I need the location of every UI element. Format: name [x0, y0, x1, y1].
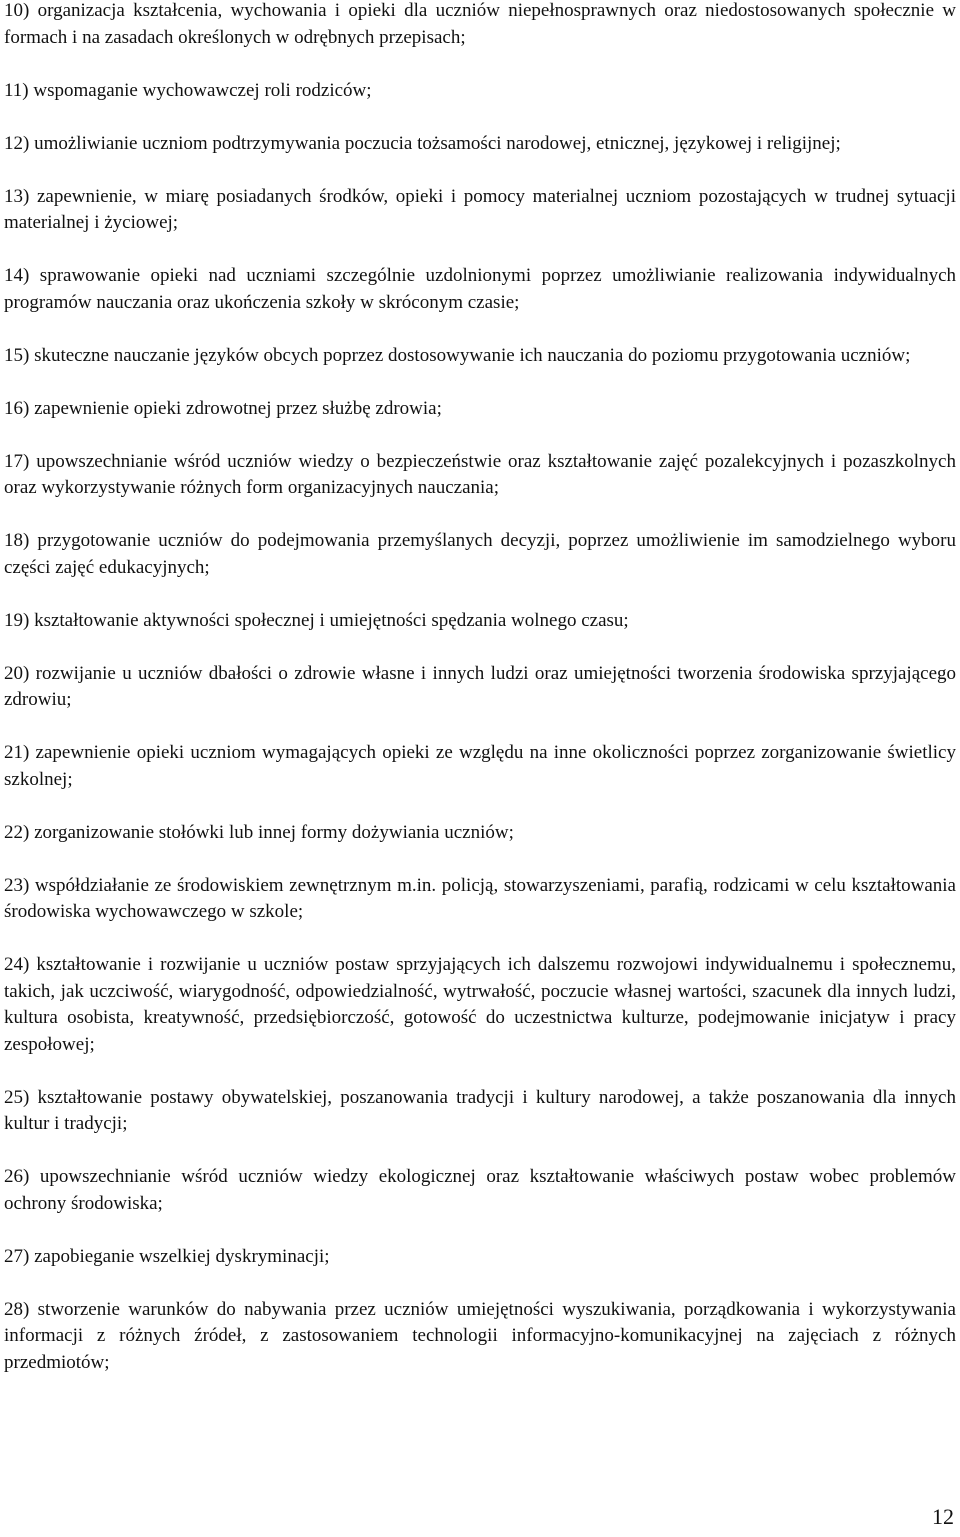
- list-item: 13) zapewnienie, w miarę posiadanych środków, opieki i pomocy materialnej uczniom pozostających w trudnej sytuacji materialnej i życiowej;: [4, 185, 956, 233]
- list-item: 16) zapewnienie opieki zdrowotnej przez służbę zdrowia;: [4, 397, 442, 419]
- list-item: 18) przygotowanie uczniów do podejmowania przemyślanych decyzji, poprzez umożliwienie im samodzielnego wyboru części zajęć edukacyjnych;: [4, 530, 956, 578]
- list-item: 11) wspomaganie wychowawczej roli rodziców;: [4, 79, 372, 101]
- list-item: 14) sprawowanie opieki nad uczniami szczególnie uzdolnionymi poprzez umożliwianie realizowania indywidualnych programów nauczania oraz ukończenia szkoły w skróconym czasie;: [4, 265, 956, 313]
- list-item: 23) współdziałanie ze środowiskiem zewnętrznym m.in. policją, stowarzyszeniami, parafią, rodzicami w celu kształtowania środowiska wychowawczego w szkole;: [4, 874, 956, 922]
- list-item: 10) organizacja kształcenia, wychowania i opieki dla uczniów niepełnosprawnych oraz niedostosowanych społecznie w formach i na zasadach określonych w odrębnych przepisach;: [4, 0, 956, 48]
- list-item: 26) upowszechnianie wśród uczniów wiedzy ekologicznej oraz kształtowanie właściwych postaw wobec problemów ochrony środowiska;: [4, 1166, 956, 1214]
- page-number: 12: [932, 1504, 954, 1529]
- list-item: 20) rozwijanie u uczniów dbałości o zdrowie własne i innych ludzi oraz umiejętności tworzenia środowiska sprzyjającego zdrowiu;: [4, 662, 956, 710]
- list-item: 21) zapewnienie opieki uczniom wymagających opieki ze względu na inne okoliczności poprzez zorganizowanie świetlicy szkolnej;: [4, 742, 956, 790]
- list-item: 15) skuteczne nauczanie języków obcych poprzez dostosowywanie ich nauczania do poziomu przygotowania uczniów;: [4, 344, 911, 366]
- list-item: 19) kształtowanie aktywności społecznej i umiejętności spędzania wolnego czasu;: [4, 609, 629, 631]
- list-item: 12) umożliwianie uczniom podtrzymywania poczucia tożsamości narodowej, etnicznej, językowej i religijnej;: [4, 132, 841, 154]
- list-item: 24) kształtowanie i rozwijanie u uczniów postaw sprzyjających ich dalszemu rozwojowi indywidualnemu i społecznemu, takich, jak uczciwość, wiarygodność, odpowiedzialność, wytrwałość, poczucie własnej wartości, szacunek dla innych ludzi, kultura osobista, kreatywność, przedsiębiorczość, gotowość do uczestnictwa kulturze, podejmowanie inicjatyw i pracy zespołowej;: [4, 954, 956, 1055]
- list-item: 25) kształtowanie postawy obywatelskiej, poszanowania tradycji i kultury narodowej, a także poszanowania dla innych kultur i tradycji;: [4, 1086, 956, 1134]
- list-item: 27) zapobieganie wszelkiej dyskryminacji;: [4, 1245, 330, 1267]
- document-page: [4, 0, 956, 1403]
- list-item: 17) upowszechnianie wśród uczniów wiedzy o bezpieczeństwie oraz kształtowanie zajęć pozalekcyjnych i pozaszkolnych oraz wykorzystywanie różnych form organizacyjnych nauczania;: [4, 450, 956, 498]
- list-item: 22) zorganizowanie stołówki lub innej formy dożywiania uczniów;: [4, 821, 514, 843]
- list-item: 28) stworzenie warunków do nabywania przez uczniów umiejętności wyszukiwania, porządkowania i wykorzystywania informacji z różnych źródeł, z zastosowaniem technologii informacyjno-komunikacyjnej na zajęciach z różnych przedmiotów;: [4, 1298, 956, 1373]
